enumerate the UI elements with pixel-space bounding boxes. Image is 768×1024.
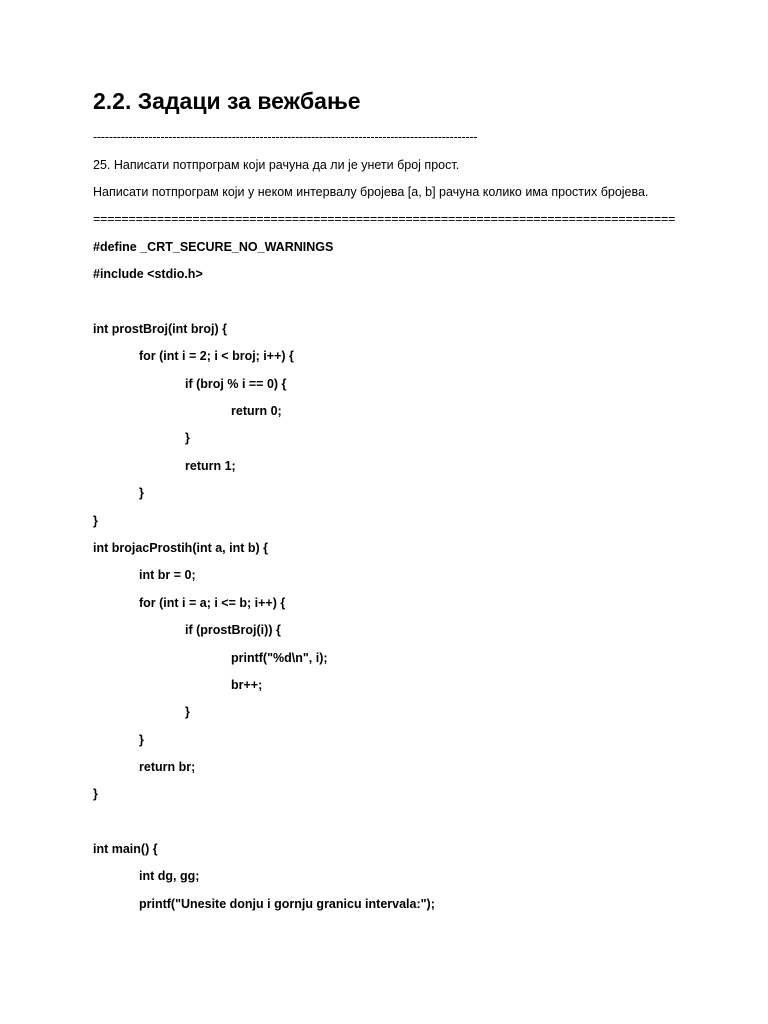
code-line: return 1; <box>185 459 236 473</box>
code-line: } <box>93 514 98 528</box>
code-line: } <box>139 486 144 500</box>
code-line: } <box>93 787 98 801</box>
code-line: int br = 0; <box>139 568 196 582</box>
task-line-1: 25. Написати потпрограм који рачуна да ли је унети број прост. <box>93 158 460 172</box>
code-line: } <box>185 705 190 719</box>
code-line: } <box>139 733 144 747</box>
code-line: for (int i = a; i <= b; i++) { <box>139 596 286 610</box>
dash-separator: ------------------------------------------------------------------------------------------------- <box>93 130 478 144</box>
code-line: #include <stdio.h> <box>93 267 203 281</box>
code-line: printf("%d\n", i); <box>231 651 328 665</box>
code-line: #define _CRT_SECURE_NO_WARNINGS <box>93 240 334 254</box>
code-line: int prostBroj(int broj) { <box>93 322 228 336</box>
code-line: return 0; <box>231 404 282 418</box>
code-line: } <box>185 431 190 445</box>
code-line: for (int i = 2; i < broj; i++) { <box>139 349 294 363</box>
code-line: int brojacProstih(int a, int b) { <box>93 541 268 555</box>
code-line: int main() { <box>93 842 158 856</box>
equals-separator: ================================================================================== <box>93 212 676 226</box>
code-line: int dg, gg; <box>139 869 200 883</box>
code-line: if (prostBroj(i)) { <box>185 623 281 637</box>
section-heading: 2.2. Задаци за вежбање <box>93 88 361 114</box>
code-line: printf("Unesite donju i gornju granicu intervala:"); <box>139 897 435 911</box>
code-line: return br; <box>139 760 196 774</box>
task-line-2: Написати потпрограм који у неком интервалу бројева [a, b] рачуна колико има простих бројева. <box>93 185 649 199</box>
code-line: if (broj % i == 0) { <box>185 377 287 391</box>
code-line: br++; <box>231 678 263 692</box>
